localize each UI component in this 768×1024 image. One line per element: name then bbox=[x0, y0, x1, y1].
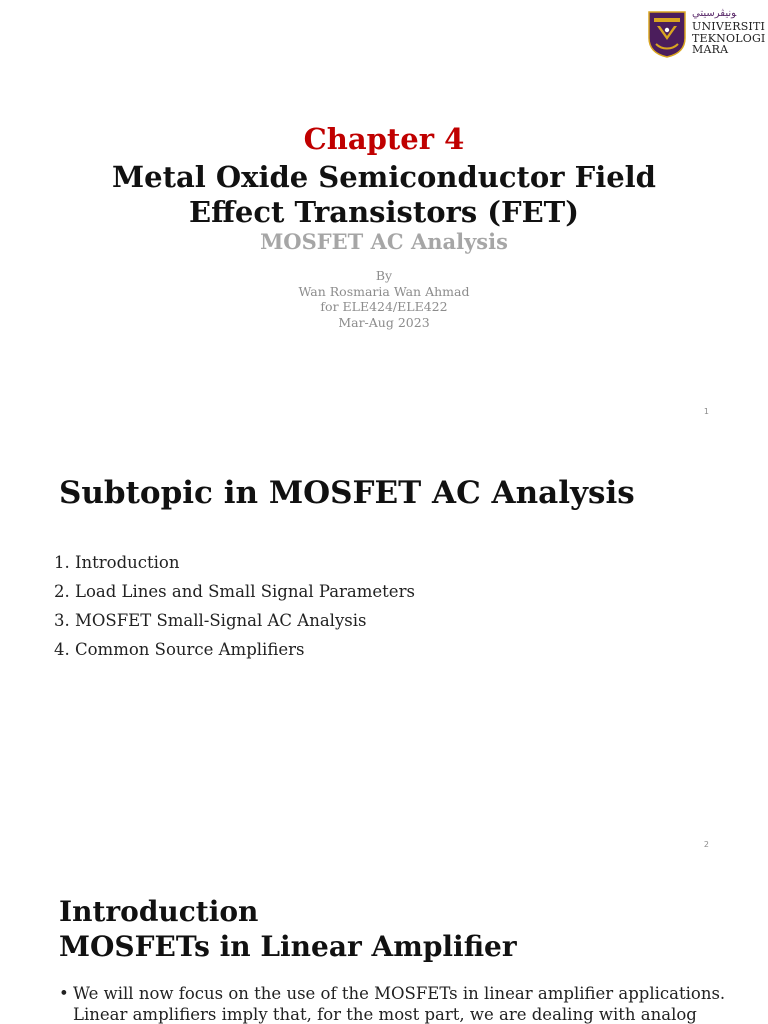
slide-heading-line-2: MOSFETs in Linear Amplifier bbox=[59, 930, 517, 963]
slide-title bbox=[0, 160, 768, 230]
bullet-text-line-1: We will now focus on the use of the MOSFETs in linear amplifier applications. bbox=[73, 984, 726, 1003]
title-slide bbox=[0, 0, 768, 433]
logo-wordmark: UNIVERSITI TEKNOLOGI MARA bbox=[692, 20, 766, 56]
byline-by: By bbox=[375, 268, 393, 283]
slide-heading bbox=[59, 894, 517, 964]
chapter-label: Chapter 4 bbox=[303, 122, 465, 156]
list-item bbox=[59, 983, 729, 1024]
bullet-text-line-2: Linear amplifiers imply that, for the most part, we are dealing with analog bbox=[73, 1005, 697, 1024]
list-item: 2. Load Lines and Small Signal Parameters bbox=[54, 582, 415, 601]
page-number: 1 bbox=[703, 407, 709, 416]
introduction-slide bbox=[0, 866, 768, 1024]
slide-heading: Subtopic in MOSFET AC Analysis bbox=[59, 475, 635, 511]
subtopic-list bbox=[54, 548, 415, 664]
slide-subtitle: MOSFET AC Analysis bbox=[260, 229, 508, 254]
list-item: 4. Common Source Amplifiers bbox=[54, 640, 305, 659]
slide-heading-line-1: Introduction bbox=[59, 895, 259, 928]
list-item: 1. Introduction bbox=[54, 553, 180, 572]
subtopic-slide bbox=[0, 433, 768, 866]
bullet-list bbox=[59, 983, 729, 1024]
byline-author: Wan Rosmaria Wan Ahmad bbox=[298, 283, 470, 299]
slide-title-line-1: Metal Oxide Semiconductor Field bbox=[112, 160, 656, 194]
list-item: 3. MOSFET Small-Signal AC Analysis bbox=[54, 611, 367, 630]
logo-jawi-text: ﻮﻧﻴﭭﺮﺳﻴﺘﻲ bbox=[692, 8, 737, 19]
uitm-shield-icon bbox=[648, 10, 686, 58]
slide-title-line-2: Effect Transistors (FET) bbox=[189, 195, 579, 229]
byline-date: Mar-Aug 2023 bbox=[338, 314, 430, 330]
byline bbox=[0, 268, 768, 330]
byline-course: for ELE424/ELE422 bbox=[320, 299, 448, 314]
page-number: 2 bbox=[703, 840, 709, 849]
uitm-logo bbox=[648, 8, 766, 60]
bullet-icon: • bbox=[59, 984, 69, 1003]
